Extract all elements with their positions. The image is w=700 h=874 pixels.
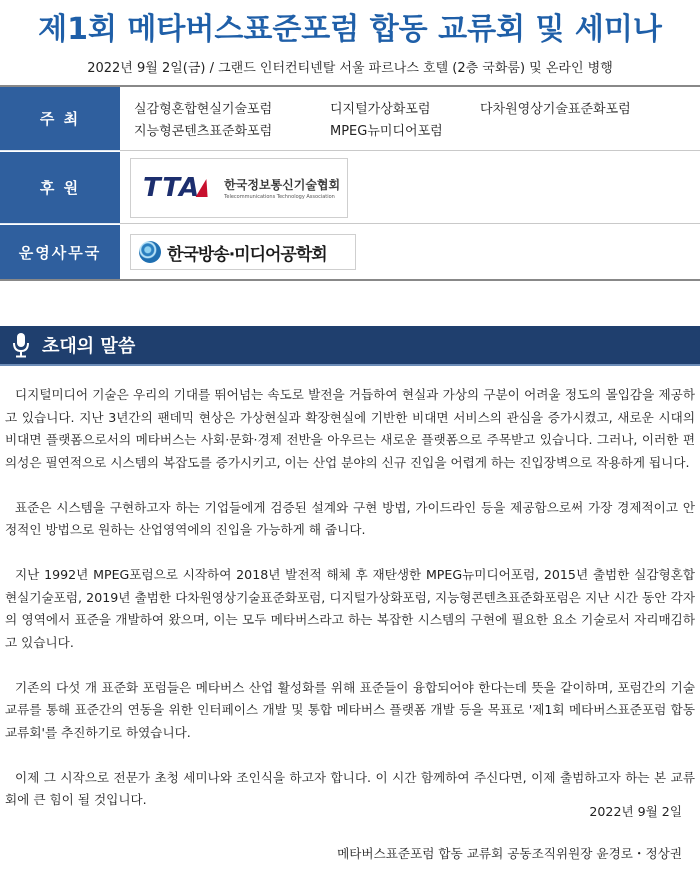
organizer-table [0,85,700,281]
letter-date: 2022년 9월 2일 [589,804,682,819]
kobe-name: 한국방송·미디어공학회 [167,244,327,265]
letter-paragraph: 표준은 시스템을 구현하고자 하는 기업들에게 검증된 설계와 구현 방법, 가이드라인 등을 제공함으로써 가장 경제적이고 안정적인 방법으로 원하는 산업영역에의 진입을 가능하게 해 줍니다. [5,499,695,537]
kobe-logo [130,234,356,270]
host-item: MPEG뉴미디어포럼 [330,124,443,139]
tta-english-name: Telecommunications Technology Association [224,193,335,200]
host-row [0,87,700,152]
invitation-letter [5,384,695,834]
tta-korean-name: 한국정보통신기술협회 [224,177,341,192]
office-body [120,225,700,279]
sponsor-row [0,152,700,225]
host-item: 다차원영상기술표준화포럼 [480,102,631,117]
host-list [120,87,700,151]
office-label: 운영사무국 [0,225,120,279]
host-item: 실감형혼합현실기술포럼 [134,102,273,117]
host-label: 주 최 [0,87,120,151]
host-item: 지능형콘텐츠표준화포럼 [134,124,273,139]
host-item: 디지털가상화포럼 [330,102,431,117]
section-title: 초대의 말씀 [42,336,136,357]
sponsor-label: 후 원 [0,152,120,224]
letter-paragraph: 지난 1992년 MPEG포럼으로 시작하여 2018년 발전적 해체 후 재탄생한 MPEG뉴미디어포럼, 2015년 출범한 실감형혼합현실기술포럼, 2019년 출범한 다차원영상기술표준화포럼, 디지털가상화포럼, 지능형콘텐츠표준화포럼은 지난 시간 동안 각자의 영역에서 표준을 개발하여 왔으며, 이는 모두 메타버스라고 하는 복잡한 시스템의 구현에 필요한 요소 기술로서 자리매김하고 있습니다. [5,567,695,650]
page-title: 제1회 메타버스표준포럼 합동 교류회 및 세미나 [38,12,662,47]
letter-signature: 메타버스표준포럼 합동 교류회 공동조직위원장 윤경로・정상권 [337,846,682,861]
letter-paragraph: 기존의 다섯 개 표준화 포럼들은 메타버스 산업 활성화를 위해 표준들이 융합되어야 한다는데 뜻을 같이하며, 포럼간의 기술 교류를 통해 표준간의 연동을 위한 인터페이스 개발 및 통합 메타버스 플랫폼 개발 등을 목표로 '제1회 메타버스표준포럼 합동 교류회'를 추진하기로 하였습니다. [5,679,695,740]
section-header [0,326,700,366]
kobe-logo-icon [139,241,161,263]
letter-paragraph: 이제 그 시작으로 전문가 초청 세미나와 조인식을 하고자 합니다. 이 시간 함께하여 주신다면, 이제 출범하고자 하는 본 교류회에 큰 힘이 될 것입니다. [5,769,695,807]
office-row [0,225,700,279]
tta-logo-letters: TTA [143,172,201,203]
letter-paragraph: 디지털미디어 기술은 우리의 기대를 뛰어넘는 속도로 발전을 거듭하여 현실과 가상의 구분이 어려울 정도의 몰입감을 제공하고 있습니다. 지난 3년간의 팬데믹 현상은 가상현실과 확장현실에 기반한 비대면 서비스의 관심을 증가시켰고, 새로운 시대의 비대면 플랫폼으로서의 메타버스는 사회·문화·경제 전반을 아우르는 새로운 플랫폼으로 주목받고 있습니다. 그러나, 이러한 편의성은 필연적으로 시스템의 복잡도를 증가시키고, 이는 산업 분야의 신규 진입을 어렵게 하는 진입장벽으로 작용하게 됩니다. [5,387,695,470]
tta-logo [130,158,348,218]
tta-logo-icon [143,173,210,203]
microphone-icon [10,332,32,358]
sponsor-body [120,152,700,224]
event-subtitle: 2022년 9월 2일(금) / 그랜드 인터컨티넨탈 서울 파르나스 호텔 (2층 국화룸) 및 온라인 병행 [87,61,613,76]
